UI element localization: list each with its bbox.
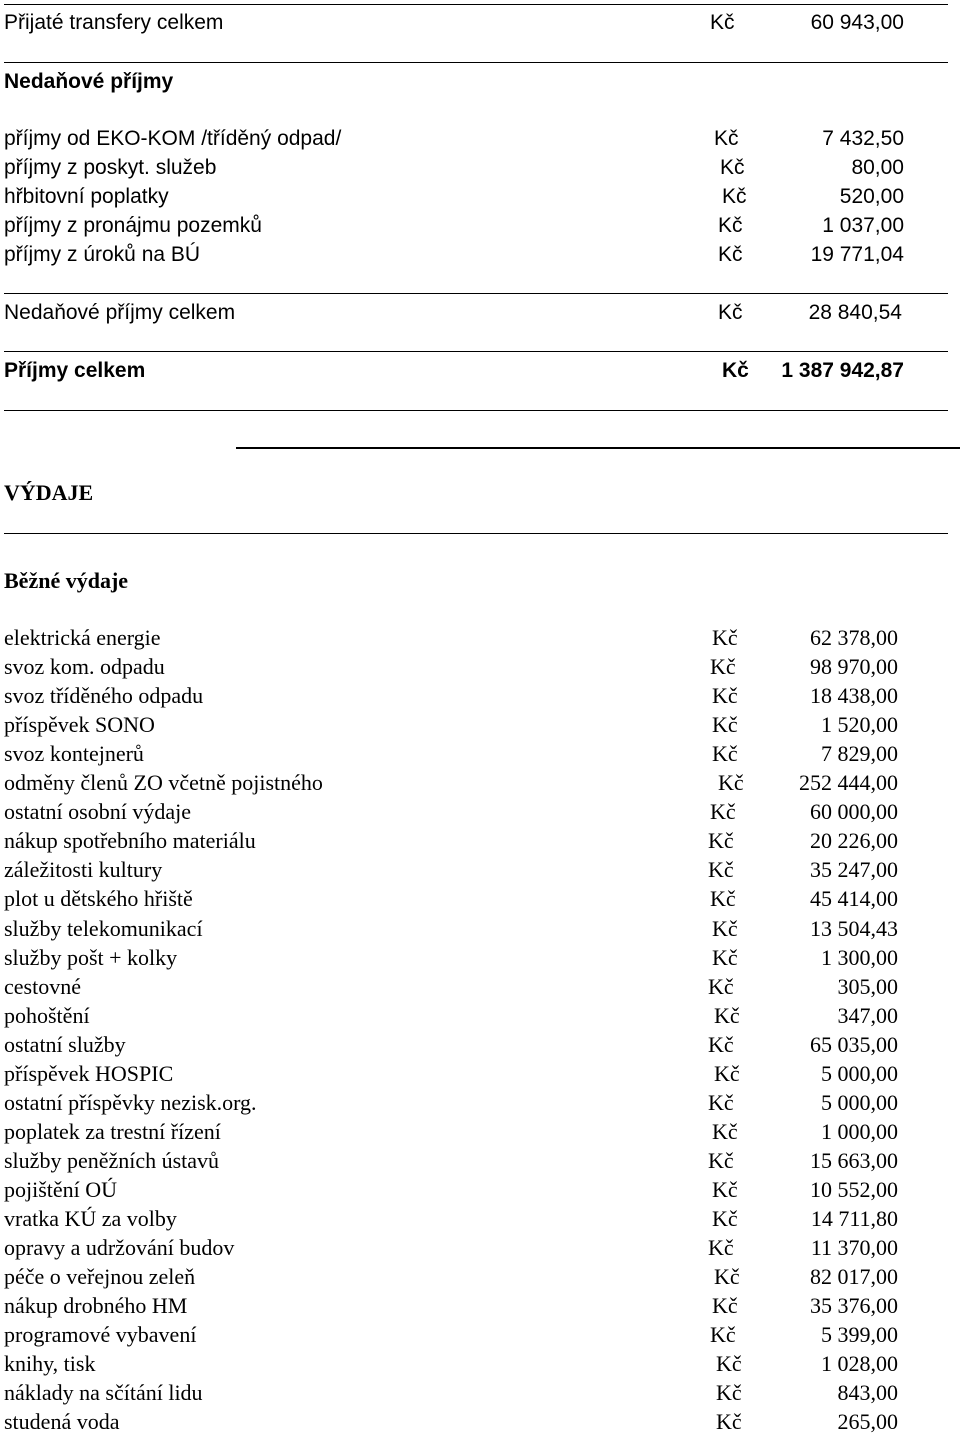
expense-item-label: péče o veřejnou zeleň xyxy=(4,1264,196,1290)
expense-item-currency: Kč xyxy=(712,712,738,738)
expense-item-currency: Kč xyxy=(708,857,734,883)
expense-item-currency: Kč xyxy=(714,1060,740,1086)
expense-item-amount: 82 017,00 xyxy=(810,1264,898,1290)
section-divider xyxy=(236,447,960,449)
expense-item-label: ostatní příspěvky nezisk.org. xyxy=(4,1089,257,1115)
expense-item-label: poplatek za trestní řízení xyxy=(4,1118,221,1144)
expense-item-label: nákup spotřebního materiálu xyxy=(4,828,256,854)
expense-item-label: příspěvek HOSPIC xyxy=(4,1060,174,1086)
expense-item-currency: Kč xyxy=(712,741,738,767)
expense-item-label: záležitosti kultury xyxy=(4,857,163,883)
expense-item-label: studená voda xyxy=(4,1409,120,1435)
expense-item-amount: 18 438,00 xyxy=(810,683,898,709)
rule-under-expenses-heading xyxy=(4,533,948,534)
expense-item-label: knihy, tisk xyxy=(4,1351,96,1377)
income-total-label: Příjmy celkem xyxy=(4,359,146,382)
expense-item-currency: Kč xyxy=(708,1031,734,1057)
expense-item-currency: Kč xyxy=(712,944,738,970)
expense-item-amount: 252 444,00 xyxy=(799,770,898,796)
non-tax-item-label: příjmy od EKO-KOM /tříděný odpad/ xyxy=(4,127,342,150)
expense-item-label: služby pošt + kolky xyxy=(4,944,178,970)
expense-item-label: náklady na sčítání lidu xyxy=(4,1380,203,1406)
expense-item-label: elektrická energie xyxy=(4,625,161,650)
rule-under-income-total xyxy=(4,410,948,411)
expense-item-amount: 98 970,00 xyxy=(810,654,898,680)
expense-item-currency: Kč xyxy=(712,1206,738,1231)
expense-item-label: svoz kom. odpadu xyxy=(4,654,165,680)
non-tax-item-amount: 1 037,00 xyxy=(822,214,904,237)
expense-item-currency: Kč xyxy=(712,1118,738,1144)
expense-item-label: služby telekomunikací xyxy=(4,915,203,941)
non-tax-item-currency: Kč xyxy=(718,214,743,237)
expense-item-currency: Kč xyxy=(712,625,738,650)
non-tax-item-amount: 80,00 xyxy=(851,156,904,179)
expense-item-currency: Kč xyxy=(708,1089,734,1115)
expense-item-label: svoz tříděného odpadu xyxy=(4,683,204,709)
expense-item-amount: 7 829,00 xyxy=(821,741,898,767)
expense-item-amount: 60 000,00 xyxy=(810,799,898,825)
expense-item-currency: Kč xyxy=(710,1322,736,1348)
income-total-amount: 1 387 942,87 xyxy=(781,359,904,382)
expense-item-label: nákup drobného HM xyxy=(4,1293,188,1319)
expense-item-label: odměny členů ZO včetně pojistného xyxy=(4,770,323,796)
expense-item-label: ostatní služby xyxy=(4,1031,126,1057)
expense-item-amount: 35 376,00 xyxy=(810,1293,898,1319)
expense-item-amount: 20 226,00 xyxy=(810,828,898,854)
expense-item-label: pohoštění xyxy=(4,1002,90,1028)
expense-item-currency: Kč xyxy=(708,1147,734,1173)
expense-item-currency: Kč xyxy=(712,1293,738,1319)
non-tax-item-label: příjmy z pronájmu pozemků xyxy=(4,214,262,237)
expense-item-label: vratka KÚ za volby xyxy=(4,1206,177,1231)
expense-item-currency: Kč xyxy=(710,799,736,825)
expense-item-currency: Kč xyxy=(710,654,736,680)
income-total-currency: Kč xyxy=(722,359,749,382)
expense-item-label: pojištění OÚ xyxy=(4,1176,118,1202)
expense-item-amount: 5 000,00 xyxy=(821,1060,898,1086)
expense-item-label: služby peněžních ústavů xyxy=(4,1147,220,1173)
transfers-total-currency: Kč xyxy=(710,11,735,34)
expense-item-currency: Kč xyxy=(718,770,744,796)
non-tax-item-currency: Kč xyxy=(720,156,745,179)
expense-item-amount: 305,00 xyxy=(837,973,898,999)
transfers-total-label: Přijaté transfery celkem xyxy=(4,11,224,34)
non-tax-total-amount: 28 840,54 xyxy=(808,301,902,324)
expense-item-label: opravy a udržování budov xyxy=(4,1235,235,1261)
expense-item-label: plot u dětského hřiště xyxy=(4,886,193,912)
non-tax-item-currency: Kč xyxy=(722,185,747,208)
expense-item-label: cestovné xyxy=(4,973,81,999)
non-tax-item-amount: 19 771,04 xyxy=(810,243,904,266)
expense-item-amount: 265,00 xyxy=(837,1409,898,1435)
non-tax-heading: Nedaňové příjmy xyxy=(4,70,174,93)
expense-item-amount: 45 414,00 xyxy=(810,886,898,912)
rule-under-non-tax-total xyxy=(4,351,948,352)
expense-item-amount: 1 000,00 xyxy=(821,1118,898,1144)
expense-item-amount: 15 663,00 xyxy=(810,1147,898,1173)
expense-item-amount: 347,00 xyxy=(837,1002,898,1028)
expense-item-amount: 10 552,00 xyxy=(810,1176,898,1202)
expense-item-label: svoz kontejnerů xyxy=(4,741,144,767)
expense-item-currency: Kč xyxy=(712,915,738,941)
top-rule xyxy=(4,4,948,5)
non-tax-item-label: hřbitovní poplatky xyxy=(4,185,169,208)
non-tax-total-label: Nedaňové příjmy celkem xyxy=(4,301,236,324)
expenses-subheading: Běžné výdaje xyxy=(4,568,129,593)
non-tax-item-currency: Kč xyxy=(718,243,743,266)
expense-item-currency: Kč xyxy=(708,1235,734,1261)
transfers-total-amount: 60 943,00 xyxy=(810,11,904,34)
expenses-heading: VÝDAJE xyxy=(4,480,94,505)
expense-item-currency: Kč xyxy=(708,828,734,854)
expense-item-currency: Kč xyxy=(716,1380,742,1406)
non-tax-item-amount: 520,00 xyxy=(839,185,904,208)
expense-item-label: ostatní osobní výdaje xyxy=(4,799,191,825)
expense-item-currency: Kč xyxy=(710,886,736,912)
expense-item-label: příspěvek SONO xyxy=(4,712,155,738)
expense-item-currency: Kč xyxy=(712,683,738,709)
non-tax-total-currency: Kč xyxy=(718,301,743,324)
expense-item-currency: Kč xyxy=(714,1002,740,1028)
expense-item-amount: 65 035,00 xyxy=(810,1031,898,1057)
expense-item-currency: Kč xyxy=(716,1351,742,1377)
expense-item-currency: Kč xyxy=(708,973,734,999)
rule-above-non-tax-total xyxy=(4,293,948,294)
expense-item-amount: 1 520,00 xyxy=(821,712,898,738)
expense-item-currency: Kč xyxy=(716,1409,742,1435)
non-tax-item-amount: 7 432,50 xyxy=(822,127,904,150)
expense-item-amount: 62 378,00 xyxy=(810,625,898,650)
expense-item-amount: 35 247,00 xyxy=(810,857,898,883)
expense-item-amount: 1 300,00 xyxy=(821,944,898,970)
expense-item-currency: Kč xyxy=(714,1264,740,1290)
expense-item-amount: 5 000,00 xyxy=(821,1089,898,1115)
rule-under-transfers xyxy=(4,62,948,63)
expense-item-amount: 843,00 xyxy=(837,1380,898,1406)
non-tax-item-label: příjmy z úroků na BÚ xyxy=(4,243,201,266)
expense-item-amount: 1 028,00 xyxy=(821,1351,898,1377)
expense-item-amount: 14 711,80 xyxy=(810,1206,898,1231)
expense-item-currency: Kč xyxy=(712,1176,738,1202)
expense-item-amount: 13 504,43 xyxy=(810,915,898,941)
expense-item-label: programové vybavení xyxy=(4,1322,197,1348)
non-tax-item-currency: Kč xyxy=(714,127,739,150)
non-tax-item-label: příjmy z poskyt. služeb xyxy=(4,156,217,179)
expense-item-amount: 11 370,00 xyxy=(810,1235,898,1261)
expense-item-amount: 5 399,00 xyxy=(821,1322,898,1348)
